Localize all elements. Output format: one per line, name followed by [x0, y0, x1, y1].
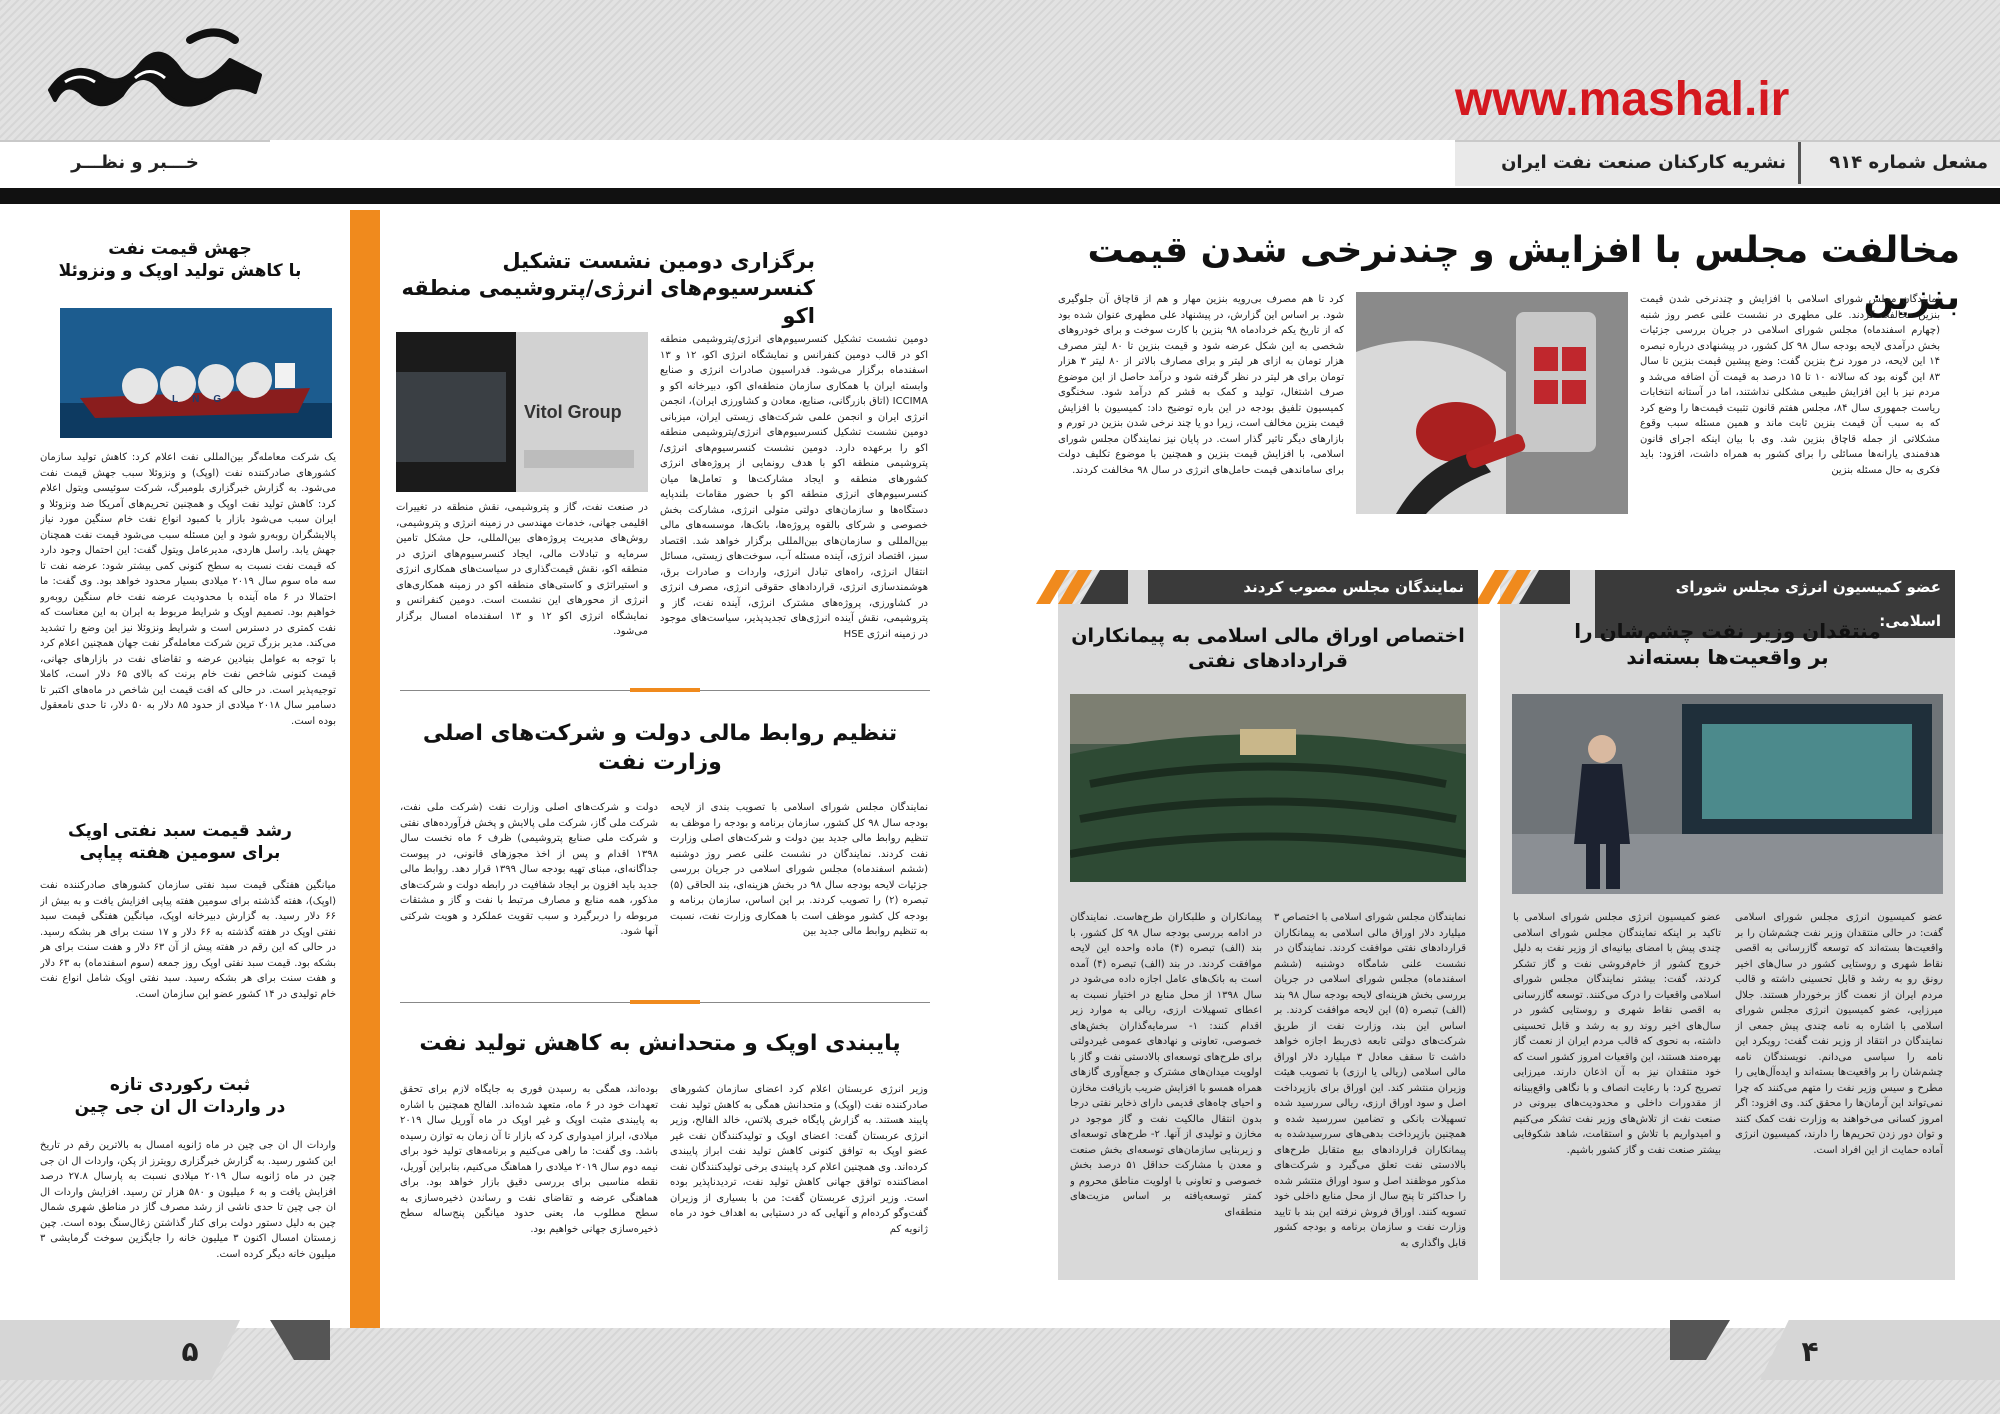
- consortium-col2: در صنعت نفت، گاز و پتروشیمی، نقش منطقه در تغییرات اقلیمی جهانی، خدمات مهندسی در زمینه انرژی و پتروشیمی، روش‌های مدیریت پروژه‌های بین‌المللی، حل مشکل تامین سرمایه و تبادلات مالی، ایجاد کنسرسیوم‌های انرژی در منطقه اکو، نقش قیمت‌گذاری در سیاست‌های همکاری انرژی و استیراتژی و کاستی‌های منطقه اکو در زمینه همکاری‌های انرژی از محورهای این نشست است. دومین کنفرانس و نمایشگاه انرژی اکو ۱۲ و ۱۳ اسفندماه امسال برگزار می‌شود.: [396, 502, 648, 637]
- panel-minister-critics: [1500, 570, 1955, 1280]
- consortium-col1: دومین نشست تشکیل کنسرسیوم‌های انرژی/پتروشیمی منطقه اکو در قالب دومین کنفرانس و نمایشگاه انرژی اکو، ۱۲ و ۱۳ اسفندماه برگزار می‌شود. فدراسیون صادرات انرژی و صنایع وابسته ایران با همکاری سازمان منطقه‌ای اکو، دبیرخانه اکو و ICCIMA (اتاق بازرگانی، صنایع، معادن و کشاورزی ایران)، انجمن انرژی ایران و انجمن علمی شرکت‌های زیستی ایران، میزبانی دومین نشست تشکیل کنسرسیوم‌های انرژی/پتروشیمی منطقه اکو را برعهده دارد. دومین نشست کنسرسیوم‌های انرژی/پتروشیمی منطقه اکو با هدف رونمایی از پروژه‌های انرژی کشورهای منطقه و ایجاد مشارکت‌ها و تعامل‌ها میان کنسرسیوم‌های انرژی منطقه اکو با حضور مقامات بلندپایه دستگاه‌ها و سازمان‌های دولتی متولی انرژی، مشارکت بخش خصوصی و شرکای بالقوه پروژه‌ها، بانک‌ها، موسسه‌های مالی بین‌المللی و سازمان‌های بین‌المللی برگزار خواهد شد. اقتصاد سبز، اقتصاد انرژی، آینده مسئله آب، سوخت‌های زیستی، مسائل انتقال انرژی، راه‌های تبادل انرژی، واردات و صادرات برق، هوشمندسازی انرژی، قراردادهای حقوقی انرژی، مصرف انرژی در کشاورزی، پروژه‌های مشترک انرژی، آینده نفت، گاز و پتروشیمی، نقش آینده انرژی‌های تجدیدپذیر، سیاست‌های موجود در زمینه انرژی HSE: [660, 334, 928, 640]
- minister-parliament-photo: [1512, 694, 1943, 894]
- orange-gutter: [350, 210, 380, 1330]
- main-article-title: مخالفت مجلس با افزایش و چندنرخی شدن قیمت بنزین: [1087, 230, 1960, 318]
- panel-right-title: منتقدان وزیر نفت چشم‌شان را بر واقعیت‌ها بسته‌اند: [1574, 619, 1881, 669]
- header-rule: [0, 188, 2000, 204]
- panel-right-col1: عضو کمیسیون انرژی مجلس شورای اسلامی گفت: در حالی منتقدان وزیر نفت چشم‌شان را بر واقعیت‌ها بسته‌اند که توسعه گازرسانی به اقصی نقاط شهری و روستایی کشور در سال‌های اخیر رونق رو به رشد و قابل تحسینی داشته و قالب مردم ایران از نعمت گاز برخوردار هستند. جلال میرزایی، عضو کمیسیون انرژی مجلس شورای اسلامی با اشاره به نامه چندی پیش جمعی از نمایندگان در انتقاد از وزیر نفت گفت: رویکرد این نامه را سیاسی می‌دانم. نویسندگان نامه چشم‌شان را بر واقعیت‌ها بسته‌اند و ایده‌آل‌هایی را مطرح و سیس وزیر نفت را متهم می‌کنند که چرا نمی‌تواند این آرمان‌ها را محقق کند. وی افزود: اگر امروز کسانی می‌خواهند به وزارت نفت کمک کنند و توان دور زدن تحریم‌ها را دارند، کمیسیون انرژی آماده حمایت از این افراد است.: [1735, 912, 1943, 1156]
- parliament-hall-photo: [1070, 694, 1466, 882]
- publication-subtitle: نشریه کارکنان صنعت نفت ایران: [1501, 152, 1786, 173]
- issue-number: مشعل شماره ۹۱۴: [1798, 142, 1988, 184]
- panel-left-kicker: نمایندگان مجلس مصوب کردند: [1148, 570, 1478, 604]
- site-url[interactable]: www.mashal.ir: [1455, 73, 1790, 126]
- fuel-nozzle-photo: [1356, 292, 1628, 514]
- sidebar-title-2: رشد قیمت سبد نفتی اوپک برای سومین هفته پیاپی: [68, 821, 292, 864]
- vitol-sign-text: Vitol Group: [524, 402, 622, 422]
- panel-right-col2: عضو کمیسیون انرژی مجلس شورای اسلامی با تاکید بر اینکه نمایندگان مجلس شورای اسلامی چندی پیش با امضای بیانیه‌ای از وزیر نفت به دلیل خروج کشور از خام‌فروشی نفت و گاز تشکر کردند، گفت: بیشتر نمایندگان مجلس شورای اسلامی واقعیات را درک می‌کنند. توسعه گازرسانی به اقصی نقاط شهری و روستایی کشور در سال‌های اخیر روند رو به رشد و قابل تحسینی داشته، به نحوی که قالب مردم ایران از نعمت گاز بهره‌مند هستند، این واقعیات امروز کشور است که خود منتقدان نیز به آن اذعان دارند. میرزایی تصریح کرد: با رعایت انصاف و با نگاهی واقع‌بینانه از مقدورات داخلی و محدودیت‌های بیرونی در صنعت نفت از تلاش‌های وزیر نفت تشکر می‌کنیم و امیدواریم با تلاش و استقامت، شاهد شکوفایی بیشتر صنعت نفت و گاز کشور باشیم.: [1513, 912, 1721, 1156]
- panel-left-col1: نمایندگان مجلس شورای اسلامی با اختصاص ۳ میلیارد دلار اوراق مالی اسلامی به پیمانکاران قراردادهای نفتی موافقت کردند. نمایندگان در نشست علنی شامگاه دوشنبه (ششم اسفندماه) مجلس شورای اسلامی در جریان بررسی بخش هزینه‌ای لایحه بودجه سال ۹۸ بند (الف) تبصره (۵) این لایحه موافقت کردند. بر اساس این بند، وزارت نفت از طریق شرکت‌های دولتی تابعه ذی‌ربط اجازه خواهد داشت تا سقف معادل ۳ میلیارد دلار اوراق مالی اسلامی (ریالی یا ارزی) با تصویب هیئت وزیران منتشر کند. این اوراق برای بازپرداخت اصل و سود اوراق ارزی، ریالی سررسید شده تسهیلات بانکی و تضامین سررسید شده و همچنین بازپرداخت بدهی‌های سررسیدشده به پیمانکاران قراردادهای بیع متقابل طرح‌های بالادستی نفت تعلق می‌گیرد و شرکت‌های مذکور موظفند اصل و سود اوراق منتشر شده را حداکثر تا پنج سال از محل منابع داخلی خود تسویه کنند. اوراق فروش نرفته این بند با تایید وزارت نفت و سازمان برنامه و بودجه کشور قابل واگذاری به: [1274, 912, 1466, 1249]
- issue-strip: [1455, 140, 2000, 186]
- vitol-sign-photo: [396, 332, 648, 492]
- panel-islamic-bonds: [1058, 570, 1478, 1280]
- panel-right-kicker: عضو کمیسیون انرژی مجلس شورای اسلامی:: [1595, 570, 1955, 638]
- relations-col1: نمایندگان مجلس شورای اسلامی با تصویب بندی از لایحه بودجه سال ۹۸ کل کشور، سازمان برنامه و بودجه را موظف به تنظیم روابط مالی جدید بین دولت و شرکت‌های اصلی وزارت نفت کردند. نمایندگان در نشست علنی عصر روز دوشنبه (ششم اسفندماه) مجلس شورای اسلامی در جریان بررسی جزئیات لایحه بودجه سال ۹۸ در بخش هزینه‌ای، بند الحاقی (۵) تبصره (۲) را تصویب کردند. بر این اساس، سازمان برنامه و بودجه کل کشور موظف است با همکاری وزارت نفت، نسبت به تنظیم روابط مالی جدید بین: [670, 802, 928, 937]
- sidebar-body-2: میانگین هفتگی قیمت سبد نفتی سازمان کشورهای صادرکننده نفت (اوپک)، هفته گذشته برای سومین هفته پیاپی افزایش یافت و به بیش از ۶۶ دلار رسید. به گزارش دبیرخانه اوپک، میانگین هفتگی قیمت سبد نفتی اوپک در هفته گذشته به ۶۶ دلار و ۱۷ سنت برای هر بشکه رسید. در حالی که این رقم در هفته پیش از آن ۶۳ دلار و هفت سنت برای هر بشکه بود. قیمت سبد نفتی اوپک روز جمعه (سوم اسفندماه) به ۶۳ دلار و هفت سنت برای هر بشکه رسید. سبد نفتی اوپک شامل انواع نفت خام تولیدی در ۱۴ کشور عضو این سازمان است.: [40, 880, 336, 1000]
- divider-accent-2: [630, 1000, 700, 1004]
- lng-tanker-photo: [60, 308, 332, 438]
- consortium-title: برگزاری دومین نشست تشکیل کنسرسیوم‌های انرژی/پتروشیمی منطقه اکو: [401, 249, 815, 328]
- page-number-right: ۴: [1801, 1335, 1819, 1368]
- divider-accent-1: [630, 688, 700, 692]
- panel-left-chevron: [1058, 570, 1128, 604]
- panel-left-col2: پیمانکاران و طلبکاران طرح‌هاست. نمایندگان در ادامه بررسی بودجه سال ۹۸ کل کشور، با بند (الف) تبصره (۴) ماده واحده این لایحه موافقت کردند. در بند (الف) تبصره (۴) آمده است به بانک‌های عامل اجازه داده می‌شود در سال ۱۳۹۸ از محل منابع در اختیار نسبت به اعطای تسهیلات ارزی، ریالی به موارد زیر اقدام کنند: ۱- سرمایه‌گذاران بخش‌های خصوصی، تعاونی و نهادهای عمومی غیردولتی برای طرح‌های توسعه‌ای بالادستی نفت و گاز با اولویت میدان‌های مشترک و جمع‌آوری گازهای همراه همسو با افزایش ضریب بازیافت مخازن و احیای چاه‌های قدیمی دارای ذخایر نفتی درجا بدون انتقال مالکیت نفت و گاز موجود در مخازن و تولیدی از آنها. ۲- طرح‌های توسعه‌ای و زیربنایی سازمان‌های توسعه‌ای بخش صنعت و معدن با مشارکت حداقل ۵۱ درصد بخش خصوصی و تعاونی با اولویت مناطق محروم و کمتر توسعه‌یافته بر اساس مزیت‌های منطقه‌ای: [1070, 912, 1262, 1218]
- lng-label: LNG: [172, 394, 236, 405]
- opec-col2: بوده‌اند، همگی به رسیدن فوری به جایگاه لازم برای تحقق تعهدات خود در ۶ ماه، متعهد شده‌اند. الفالح همچنین با اشاره به پایبندی مثبت اوپک و غیر اوپک در ماه آوریل سال ۲۰۱۹ میلادی، ابراز امیدواری کرد که بازار تا آن زمان به توازن رسیده باشد. وی گفت: ما راهی می‌کنیم و برنامه‌های تولید خود برای نیمه دوم سال ۲۰۱۹ میلادی را هماهنگ می‌کنیم، بنابراین آوریل، نقطه مناسبی برای بررسی دقیق بازار خواهد بود. برای هماهنگی عرضه و تقاضای نفت و رساندن ذخیره‌سازی به سطح مطلوب ما، یعنی حدود میانگین پنج‌ساله سطح ذخیره‌سازی جهانی خواهیم بود.: [400, 1084, 658, 1235]
- opec-col1: وزیر انرژی عربستان اعلام کرد اعضای سازمان کشورهای صادرکننده نفت (اوپک) و متحدانش همگی به کاهش تولید نفت پایبند هستند. به گزارش پایگاه خبری پلاتس، خالد الفالح، وزیر انرژی عربستان گفت: اعضای اوپک و تولیدکنندگان نفت غیر عضو اوپک به توافق کنونی کاهش تولید نفت ابراز پایبندی کرده‌اند. وی همچنین اعلام کرد پایبندی برخی تولیدکنندگان نفت امضاکننده توافق جهانی کاهش تولید نفت، تردیدناپذیر بوده است. وزیر انرژی عربستان گفت: من با بسیاری از وزیران گفت‌وگو کرده‌ام و آنهایی که در دستیابی به اهداف خود در ماه ژانویه کم: [670, 1084, 928, 1235]
- page-number-left: ۵: [181, 1335, 199, 1368]
- sidebar-body-1: یک شرکت معامله‌گر بین‌المللی نفت اعلام کرد: کاهش تولید سازمان کشورهای صادرکننده نفت (اوپک) و ونزوئلا سبب جهش قیمت نفت می‌شود. به گزارش خبرگزاری بلومبرگ، شرکت سوئیسی ویتول اعلام کرد: کاهش تولید نفت اوپک و همچنین تحریم‌های آمریکا ضد ونزوئلا و ایران سبب می‌شود بازار با کمبود انواع نفت خام سنگین مورد نیاز پالایشگران روبه‌رو شود و این مسئله سبب می‌شود قیمت نفت همچنان جهش یابد. راسل هاردی، مدیرعامل ویتول گفت: این احتمال وجود دارد که قیمت نفت نسبت به سطح کنونی کمی بیشتر شود: عرضه نفت تا سه ماه سوم سال ۲۰۱۹ میلادی بسیار محدود خواهد بود. وی گفت: ما احتمالا در ۶ ماه آینده با محدودیت عرضه نفت خام سنگین روبه‌رو خواهیم بود. تصمیم اوپک و شرایط مربوط به ایران به این معناست که نفت کمتری در دسترس است و شرایط ونزوئلا نیز این وضع را تشدید می‌کند. مدیر بزرگ ترین شرکت معامله‌گر نفت جهان همچنین اعلام کرد با توجه به عوامل بنیادین عرضه و تقاضای نفت در بازارهای جهانی، قیمت کنونی شاخص نفت خام برنت که بالای ۶۵ دلار است، کاملا توجیه‌پذیر است. در حالی که افت قیمت این شاخص در ماه‌های اکتبر تا دسامبر سال ۲۰۱۸ میلادی از حدود ۸۵ دلار به ۵۰ دلار، تا حدی نامعقول بوده است.: [40, 452, 336, 727]
- section-strip: [0, 140, 270, 186]
- sidebar-body-3: واردات ال ان جی چین در ماه ژانویه امسال به بالاترین رقم در تاریخ این کشور رسید. به گزارش خبرگزاری رویترز از پکن، واردات ال ان جی چین در ماه ژانویه سال ۲۰۱۹ میلادی نسبت به پارسال ۲۷.۸ درصد افزایش یافت و به ۶ میلیون و ۵۸۰ هزار تن رسید. افزایش واردات ال ان جی چین تا حدی ناشی از رشد مصرف گاز در مناطق شهری شمال چین به دلیل دستور دولت برای کنار گذاشتن زغال‌سنگ بوده است. چین زمستان امسال اکنون ۳ میلیون خانه را جایگزین سوخت گرمایشی ۳ میلیون خانه دیگر کرده است.: [40, 1140, 336, 1260]
- sidebar-title-1: جهش قیمت نفت با کاهش تولید اوپک و ونزوئلا: [58, 239, 302, 282]
- main-article-col2: کرد تا هم مصرف بی‌رویه بنزین مهار و هم از قاچاق آن جلوگیری شود. بر اساس این گزارش، در پیشنهاد علی مطهری عنوان شده بود که از تاریخ یکم خردادماه ۹۸ بنزین با کارت سوخت و برای خودروهای شخصی به این شکل عرضه شود و قیمت بنزین تا ۸۰ لیتر مصرف هزار تومان به ازای هر لیتر و برای مصارف بالاتر از ۸۰ لیتر ۳ هزار تومان برای هر لیتر در نظر گرفته شود و درآمد حاصل از این موضوع صرف اشتغال، تولید و کمک به قشر کم درآمد شود. سخنگوی کمیسیون تلفیق بودجه در این باره توضیح داد: کمیسیون با افزایش قیمت بنزین مخالف است، زیرا دو یا چند نرخی شدن بنزین در تورم و بازارهای دیگر تاثیر گذار است. در پایان نیز نمایندگان مجلس شورای اسلامی، با افزایش قیمت بنزین و همچنین با موضوع تکلیف دولت برای ساماندهی قیمت حامل‌های انرژی در سال ۹۸ مخالفت کردند.: [1058, 294, 1344, 476]
- panel-left-title: اختصاص اوراق مالی اسلامی به پیمانکاران قراردادهای نفتی: [1071, 625, 1465, 672]
- relations-col2: دولت و شرکت‌های اصلی وزارت نفت (شرکت ملی نفت، شرکت ملی گاز، شرکت ملی پالایش و پخش فرآورده‌های نفتی و شرکت ملی صنایع پتروشیمی) ظرف ۶ ماه نخست سال ۱۳۹۸ اقدام و پس از اخذ مجوزهای قانونی، در پیوست جداگانه‌ای، مبنای تهیه بودجه سال ۱۳۹۹ قرار دهد. روابط مالی جدید باید افزون بر ایجاد شفافیت در رابطه دولت و شرکت‌های مذکور، همه منابع و مصارف مرتبط با نفت و گاز و مشتقات مربوطه را دربرگیرد و سبب تقویت عملکرد و هویت شرکتی آنها شود.: [400, 802, 658, 937]
- section-label: خـــبر و نظـــر: [71, 152, 199, 173]
- panel-right-chevron: [1500, 570, 1570, 604]
- main-article-col1: نمایندگان مجلس شورای اسلامی با افزایش و چندنرخی شدن قیمت بنزین مخالفت کردند. علی مطهری در نشست علنی عصر روز شنبه (چهارم اسفندماه) مجلس شورای اسلامی در جریان بررسی جزئیات بخش درآمدی لایحه بودجه سال ۹۸ کل کشور، در پیشنهادی درباره تبصره ۱۴ این لایحه، در مورد نرخ بنزین گفت: وضع پیشین قیمت بنزین تا سال ۸۳ این گونه بود که سالانه ۱۰ تا ۱۵ درصد به قیمت آن اضافه می‌شد و مردم نیز با این افزایش طبیعی مشکلی نداشتند، اما در آستانه انتخابات ریاست جمهوری سال ۸۴، مجلس هفتم قانون تثبیت قیمت‌ها را وضع کرد که به سبب آن قیمت بنزین ثابت ماند و همین مسئله سبب وقوع مشکلاتی از جمله قاچاق بنزین شد. وی با بیان اینکه اجرای قانون هدفمندی یارانه‌ها مسائلی را برای کشور به همراه داشت، افزود: باید فکری به حال مسئله بنزین: [1640, 294, 1940, 476]
- relations-title: تنظیم روابط مالی دولت و شرکت‌های اصلی وزارت نفت: [422, 721, 898, 775]
- masthead-logo: [40, 20, 270, 110]
- opec-title: پایبندی اوپک و متحدانش به کاهش تولید نفت: [419, 1031, 901, 1056]
- sidebar-title-3: ثبت رکوردی تازه در واردات ال ان جی چین: [74, 1075, 286, 1118]
